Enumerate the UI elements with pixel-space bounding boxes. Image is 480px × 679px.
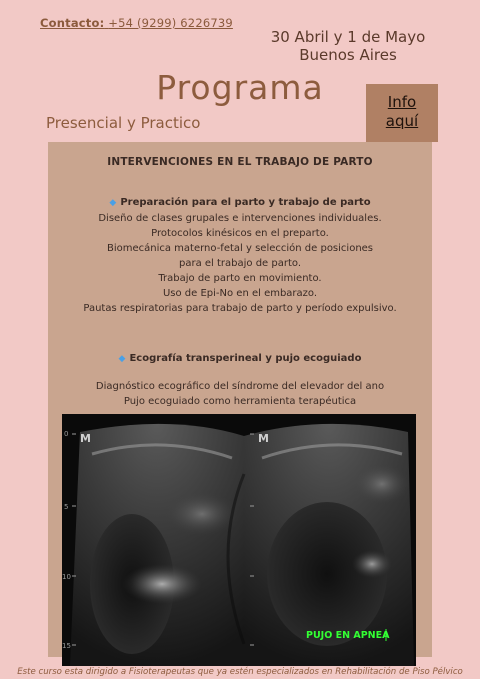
page-title: Programa <box>156 68 324 107</box>
depth-tick-label: 10 <box>62 573 71 581</box>
list-item: Pujo ecoguiado como herramienta terapéutica <box>123 396 357 407</box>
marker-right: M <box>258 432 269 445</box>
ultrasound-svg <box>62 414 416 666</box>
section-2-title-row <box>48 346 432 365</box>
info-button[interactable] <box>366 84 438 142</box>
event-dates <box>258 28 438 64</box>
section-1-title-row <box>48 190 432 209</box>
footer-note: Este curso esta dirigido a Fisioterapeutas que ya estén especializados en Rehabilitación de Piso Pélvico <box>17 667 463 677</box>
diamond-bullet-icon: ◆ <box>118 354 126 364</box>
contact-phone-link[interactable]: +54 (9299) 6226739 <box>108 16 233 30</box>
contact-label: Contacto: <box>40 16 105 30</box>
list-item: Trabajo de parto en movimiento. <box>158 273 322 284</box>
section-2-title: Ecografía transperineal y pujo ecoguiado <box>129 353 362 364</box>
section-1-list <box>48 211 432 316</box>
depth-tick-label: 15 <box>62 642 71 650</box>
info-button-line2: aquí <box>385 112 419 130</box>
list-item: Pautas respiratorias para trabajo de parto y período expulsivo. <box>83 303 397 314</box>
depth-tick-label: 5 <box>64 503 69 511</box>
diamond-bullet-icon: ◆ <box>109 198 117 208</box>
program-content <box>48 156 432 409</box>
location-line: Buenos Aires <box>299 46 397 64</box>
page-subtitle: Presencial y Practico <box>46 114 201 132</box>
section-2-list <box>48 379 432 409</box>
list-item: Diseño de clases grupales e intervenciones individuales. <box>98 213 382 224</box>
contact-line[interactable] <box>40 16 233 30</box>
list-item: Diagnóstico ecográfico del síndrome del elevador del ano <box>95 381 385 392</box>
ultrasound-image <box>62 414 416 666</box>
marker-left: M <box>80 432 91 445</box>
dates-line: 30 Abril y 1 de Mayo <box>270 28 426 46</box>
ultrasound-caption: PUJO EN APNEA <box>306 630 390 641</box>
list-item: Protocolos kinésicos en el preparto. <box>151 228 329 239</box>
depth-tick-label: 0 <box>64 430 69 438</box>
list-item: Biomecánica materno-fetal y selección de posiciones <box>106 243 374 254</box>
section-1-title: Preparación para el parto y trabajo de parto <box>120 197 371 208</box>
list-item: para el trabajo de parto. <box>178 258 302 269</box>
program-heading: INTERVENCIONES EN EL TRABAJO DE PARTO <box>107 156 373 168</box>
list-item: Uso de Epi-No en el embarazo. <box>162 288 318 299</box>
info-button-line1: Info <box>387 93 417 111</box>
